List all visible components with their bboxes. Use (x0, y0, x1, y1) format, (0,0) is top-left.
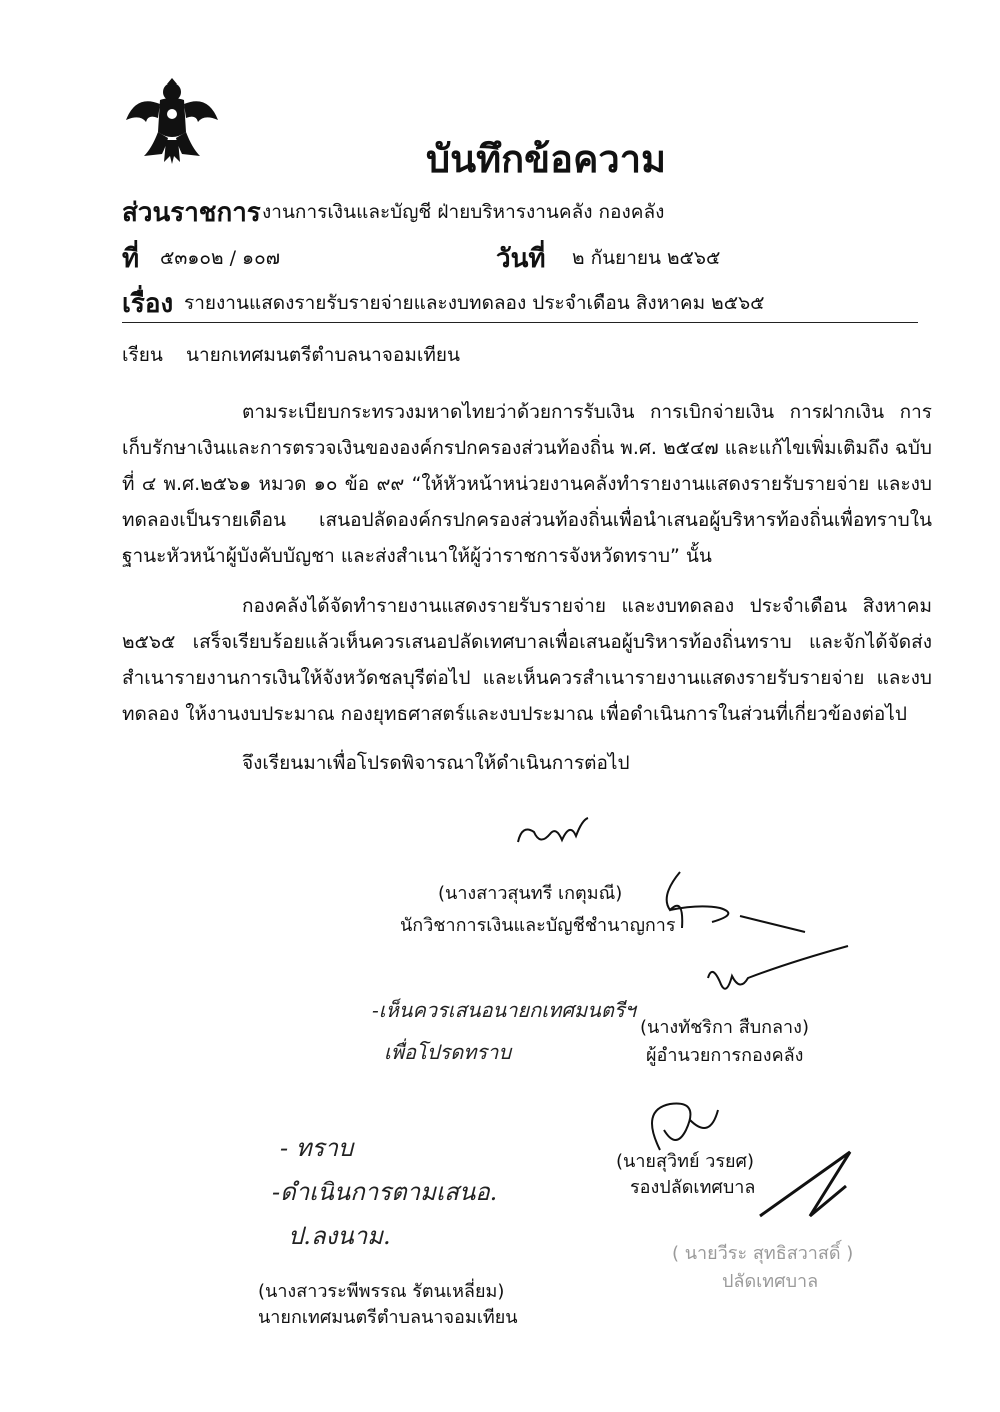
to-value: นายกเทศมนตรีตำบลนาจอมเทียน (186, 344, 461, 366)
body-paragraph-1: ตามระเบียบกระทรวงมหาดไทยว่าด้วยการรับเงิน การเบิกจ่ายเงิน การฝากเงิน การเก็บรักษาเงินและการตรวจเงินขององค์กรปกครองส่วนท้องถิ่น พ.ศ. ๒๕๔๗ และแก้ไขเพิ่มเติมถึง ฉบับที่ ๔ พ.ศ.๒๕๖๑ หมวด ๑๐ ข้อ ๙๙ “ให้หัวหน้าหน่วยงานคลังทำรายงานแสดงรายรับรายจ่าย และงบทดลองเป็นรายเดือน เสนอปลัดองค์กรปกครองส่วนท้องถิ่นเพื่อนำเสนอผู้บริหารท้องถิ่นเพื่อทราบในฐานะหัวหน้าผู้บังคับบัญชา และส่งสำเนาให้ผู้ว่าราชการจังหวัดทราบ” นั้น (122, 401, 932, 567)
subject-value: รายงานแสดงรายรับรายจ่ายและงบทดลอง ประจำเดือน สิงหาคม ๒๕๖๕ (184, 292, 765, 314)
signatory-3-position: รองปลัดเทศบาล (630, 1177, 756, 1198)
handwritten-order-3: ป.ลงนาม. (288, 1222, 391, 1250)
closing-line: จึงเรียนมาเพื่อโปรดพิจารณาให้ดำเนินการต่อไป (242, 752, 630, 774)
signature-2-icon (700, 942, 850, 1012)
memo-title: บันทึกข้อความ (426, 137, 667, 181)
garuda-emblem-icon (122, 70, 222, 170)
subject-label: เรื่อง (122, 289, 174, 319)
signature-3b-icon (750, 1146, 860, 1226)
signature-1-icon (512, 812, 592, 860)
agency-value: งานการเงินและบัญชี ฝ่ายบริหารงานคลัง กองคลัง (262, 201, 665, 223)
agency-label: ส่วนราชการ (122, 198, 261, 228)
signatory-2-position: ผู้อำนวยการกองคลัง (646, 1045, 804, 1066)
signatory-5-name: (นางสาวระพีพรรณ รัตนเหลี่ยม) (258, 1281, 505, 1302)
signatory-3-name: (นายสุวิทย์ วรยศ) (616, 1151, 754, 1172)
date-value: ๒ กันยายน ๒๕๖๕ (572, 247, 721, 269)
to-label: เรียน (122, 344, 163, 366)
header-divider (122, 322, 918, 323)
signatory-2-name: (นางทัชริกา สืบกลาง) (640, 1017, 809, 1038)
signatory-4-name: ( นายวีระ สุทธิสวาสดิ์ ) (672, 1243, 854, 1264)
handwritten-order-1: - ทราบ (280, 1134, 354, 1162)
signatory-5-position: นายกเทศมนตรีตำบลนาจอมเทียน (258, 1307, 518, 1328)
signatory-4-position: ปลัดเทศบาล (722, 1271, 819, 1292)
signature-1b-icon (640, 866, 810, 946)
number-label: ที่ (122, 244, 140, 274)
handwritten-note-1: -เห็นควรเสนอนายกเทศมนตรีฯ (372, 998, 636, 1022)
number-value: ๕๓๑๐๒ / ๑๐๗ (160, 247, 280, 269)
signatory-1-position: นักวิชาการเงินและบัญชีชำนาญการ (400, 915, 676, 936)
handwritten-note-2: เพื่อโปรดทราบ (384, 1040, 512, 1064)
body-paragraph-2: กองคลังได้จัดทำรายงานแสดงรายรับรายจ่าย และงบทดลอง ประจำเดือน สิงหาคม ๒๕๖๕ เสร็จเรียบร้อยแล้วเห็นควรเสนอปลัดเทศบาลเพื่อเสนอผู้บริหารท้องถิ่นทราบ และจักได้จัดส่งสำเนารายงานการเงินให้จังหวัดชลบุรีต่อไป และเห็นควรสำเนารายงานแสดงรายรับรายจ่าย และงบทดลอง ให้งานงบประมาณ กองยุทธศาสตร์และงบประมาณ เพื่อดำเนินการในส่วนที่เกี่ยวข้องต่อไป (122, 595, 932, 725)
handwritten-order-2: -ดำเนินการตามเสนอ. (272, 1178, 498, 1206)
date-label: วันที่ (496, 244, 546, 274)
signatory-1-name: (นางสาวสุนทรี เกตุมณี) (438, 883, 623, 904)
